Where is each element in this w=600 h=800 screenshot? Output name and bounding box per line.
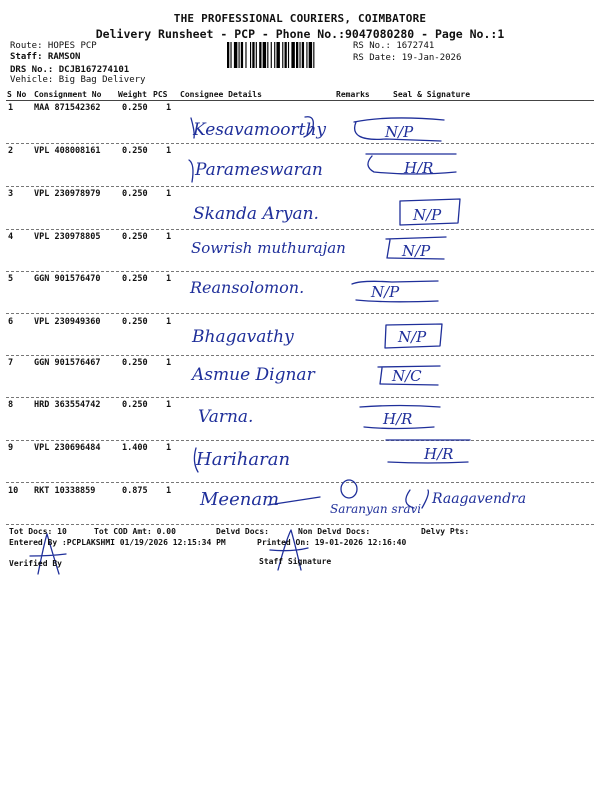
- svg-text:H/R: H/R: [383, 410, 413, 428]
- row-weight: 0.250: [122, 317, 148, 327]
- row-weight: 0.250: [122, 358, 148, 368]
- row-sno: 10: [8, 486, 19, 496]
- col-consignee: Consignee Details: [180, 90, 262, 99]
- row-sno: 3: [8, 189, 14, 199]
- svg-text:N/P: N/P: [398, 328, 427, 346]
- row-sno: 1: [8, 103, 14, 113]
- remark-signature: [330, 480, 421, 516]
- row-consignment: HRD 363554742: [34, 400, 101, 410]
- consignee-signature: [199, 489, 320, 510]
- svg-text:Hariharan: Hariharan: [196, 449, 291, 470]
- non-delivered-docs: Non Delvd Docs:: [298, 527, 371, 536]
- col-sno: S No: [7, 90, 27, 99]
- consignee-signature: [190, 365, 316, 385]
- svg-text:N/P: N/P: [402, 242, 431, 260]
- svg-text:H/R: H/R: [424, 445, 454, 463]
- total-docs: Tot Docs: 10: [9, 527, 67, 536]
- svg-text:N/C: N/C: [392, 367, 422, 385]
- svg-text:N/P: N/P: [413, 206, 442, 224]
- row-pcs: 1: [166, 400, 172, 410]
- remark-signature: [386, 237, 446, 260]
- row-consignment: VPL 230978805: [34, 232, 101, 242]
- row-consignment: GGN 901576467: [34, 358, 101, 368]
- row-pcs: 1: [166, 358, 172, 368]
- consignee-signature: [194, 448, 290, 472]
- printed-on: Printed On: 19-01-2026 12:16:40: [257, 538, 407, 547]
- row-consignment: MAA 871542362: [34, 103, 101, 113]
- row-consignment: GGN 901576470: [34, 274, 101, 284]
- row-pcs: 1: [166, 189, 172, 199]
- consignee-signature: [189, 160, 323, 182]
- remark-signature: [400, 199, 460, 225]
- consignee-signature: [189, 278, 304, 297]
- remark-signature: [352, 281, 438, 302]
- row-pcs: 1: [166, 274, 172, 284]
- row-consignment: VPL 230696484: [34, 443, 101, 453]
- col-seal: Seal & Signature: [393, 90, 471, 99]
- row-consignment: VPL 230978979: [34, 189, 101, 199]
- rs-date: RS Date: 19-Jan-2026: [353, 53, 462, 63]
- row-pcs: 1: [166, 486, 172, 496]
- delivery-points: Delvy Pts:: [421, 527, 470, 536]
- row-sno: 4: [8, 232, 14, 242]
- row-weight: 0.250: [122, 232, 148, 242]
- svg-text:Asmue Dignar: Asmue Dignar: [192, 365, 315, 385]
- row-sno: 7: [8, 358, 14, 368]
- row-sno: 2: [8, 146, 14, 156]
- row-sno: 9: [8, 443, 14, 453]
- verified-by: Verified By: [9, 559, 62, 568]
- row-weight: 1.400: [122, 443, 148, 453]
- remark-signature: [385, 324, 442, 348]
- row-consignment: RKT 10338859: [34, 486, 96, 496]
- consignee-signature: [191, 117, 326, 140]
- consignee-signature: [198, 407, 253, 427]
- total-cod: Tot COD Amt: 0.00: [94, 527, 176, 536]
- drs-number: DRS No.: DCJB167274101: [10, 65, 130, 75]
- svg-text:Bhagavathy: Bhagavathy: [192, 327, 294, 347]
- col-consignment: Consignment No: [34, 90, 102, 99]
- row-pcs: 1: [166, 103, 172, 113]
- consignee-signature: [193, 204, 319, 224]
- rs-number: RS No.: 1672741: [353, 41, 435, 51]
- svg-text:N/P: N/P: [371, 283, 400, 301]
- row-pcs: 1: [166, 146, 172, 156]
- row-pcs: 1: [166, 443, 172, 453]
- svg-text:Parameswaran: Parameswaran: [195, 160, 323, 180]
- extra-signature: [406, 490, 526, 508]
- svg-text:N/P: N/P: [385, 123, 414, 141]
- col-weight: Weight: [118, 90, 147, 99]
- row-pcs: 1: [166, 232, 172, 242]
- svg-text:Varna.: Varna.: [198, 407, 254, 427]
- svg-text:Skanda Aryan.: Skanda Aryan.: [193, 204, 319, 224]
- svg-text:Raagavendra: Raagavendra: [432, 491, 527, 507]
- remark-signature: [386, 440, 470, 463]
- row-consignment: VPL 408008161: [34, 146, 101, 156]
- row-sno: 5: [8, 274, 14, 284]
- row-pcs: 1: [166, 317, 172, 327]
- remark-signature: [366, 154, 456, 177]
- route-text: Route: HOPES PCP: [10, 41, 97, 51]
- row-weight: 0.250: [122, 400, 148, 410]
- svg-text:Saranyan sravi: Saranyan sravi: [330, 502, 422, 516]
- svg-text:Reansolomon.: Reansolomon.: [190, 278, 305, 297]
- company-title: THE PROFESSIONAL COURIERS, COIMBATORE: [173, 12, 427, 25]
- row-weight: 0.250: [122, 189, 148, 199]
- row-sno: 6: [8, 317, 14, 327]
- consignee-signature: [191, 239, 346, 257]
- entered-by: Entered By :PCPLAKSHMI 01/19/2026 12:15:34 PM: [9, 538, 226, 547]
- row-weight: 0.250: [122, 274, 148, 284]
- vehicle-text: Vehicle: Big Bag Delivery: [10, 75, 146, 85]
- row-weight: 0.875: [122, 486, 148, 496]
- row-consignment: VPL 230949360: [34, 317, 101, 327]
- svg-text:Sowrish muthurajan: Sowrish muthurajan: [191, 239, 346, 257]
- svg-text:Meenam: Meenam: [200, 489, 280, 510]
- delivered-docs: Delvd Docs:: [216, 527, 269, 536]
- staff-text: Staff: RAMSON: [10, 52, 81, 62]
- remark-signature: [378, 366, 440, 385]
- runsheet-subtitle: Delivery Runsheet - PCP - Phone No.:9047080280 - Page No.:1: [95, 27, 505, 41]
- row-weight: 0.250: [122, 103, 148, 113]
- col-pcs: PCS: [153, 90, 168, 99]
- remark-signature: [354, 118, 444, 141]
- remark-signature: [360, 406, 440, 429]
- row-sno: 8: [8, 400, 14, 410]
- row-weight: 0.250: [122, 146, 148, 156]
- svg-text:H/R: H/R: [404, 159, 434, 177]
- consignee-signature: [191, 327, 294, 347]
- col-remarks: Remarks: [336, 90, 370, 99]
- svg-text:Kesavamoorthy: Kesavamoorthy: [193, 120, 327, 140]
- staff-signature: Staff Signature: [259, 557, 332, 566]
